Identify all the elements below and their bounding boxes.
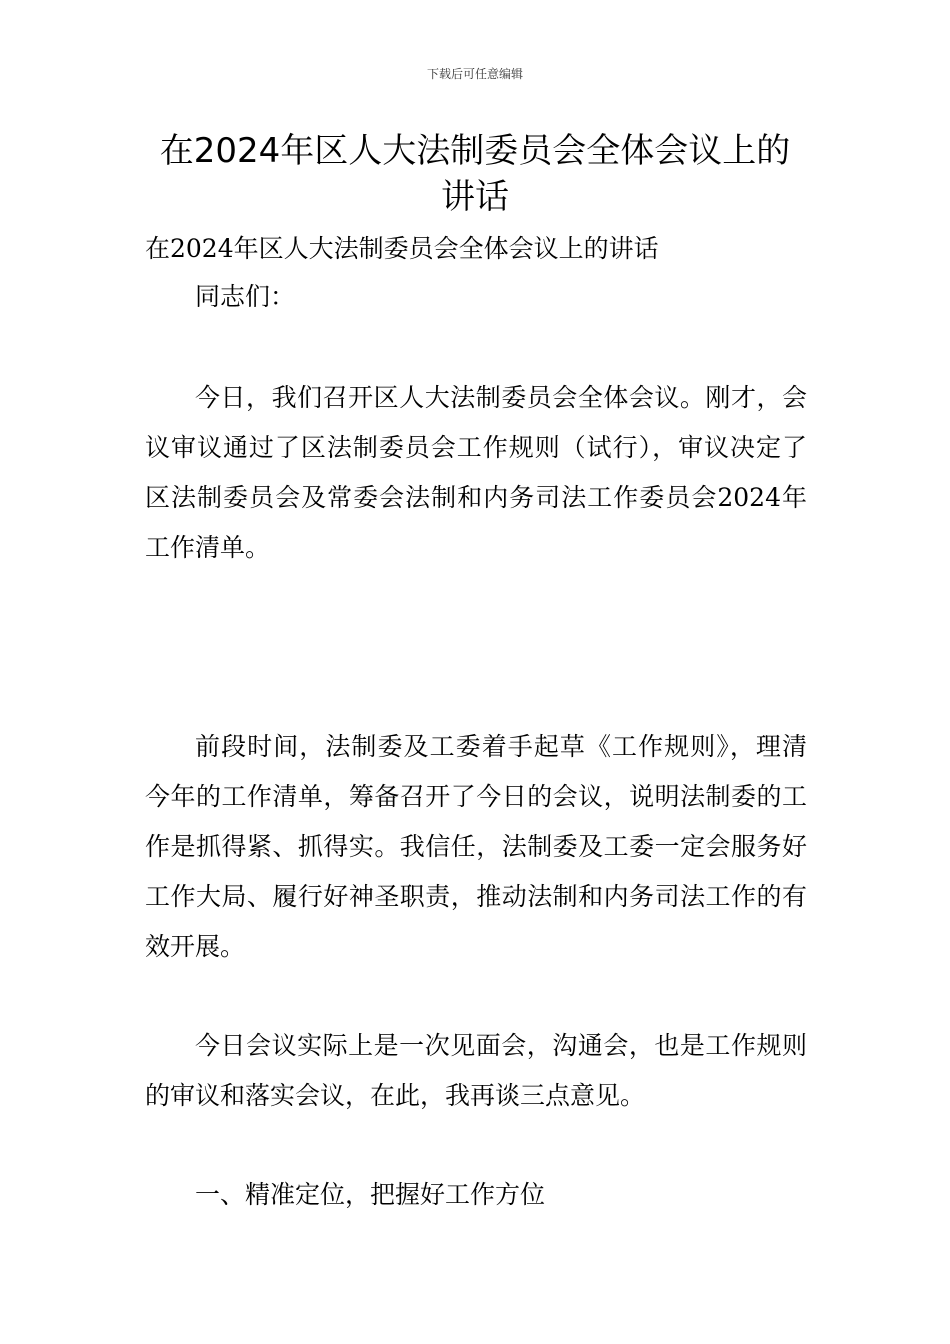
section-heading: 一、精准定位，把握好工作方位 bbox=[195, 1180, 546, 1209]
document-subtitle: 在2024年区人大法制委员会全体会议上的讲话 bbox=[145, 234, 659, 263]
salutation: 同志们： bbox=[195, 282, 296, 311]
paragraph: 今日会议实际上是一次见面会，沟通会，也是工作规则的审议和落实会议，在此，我再谈三点意见。 bbox=[145, 1031, 807, 1110]
document-title: 在2024年区人大法制委员会全体会议上的讲话 bbox=[159, 131, 791, 217]
paragraph: 前段时间，法制委及工委着手起草《工作规则》，理清今年的工作清单，筹备召开了今日的会议，说明法制委的工作是抓得紧、抓得实。我信任，法制委及工委一定会服务好工作大局、履行好神圣职责，推动法制和内务司法工作的有效开展。 bbox=[145, 732, 807, 961]
paragraph: 今日，我们召开区人大法制委员会全体会议。刚才，会议审议通过了区法制委员会工作规则（试行），审议决定了区法制委员会及常委会法制和内务司法工作委员会2024年工作清单。 bbox=[145, 383, 807, 562]
header-note: 下载后可任意编辑 bbox=[426, 67, 523, 81]
